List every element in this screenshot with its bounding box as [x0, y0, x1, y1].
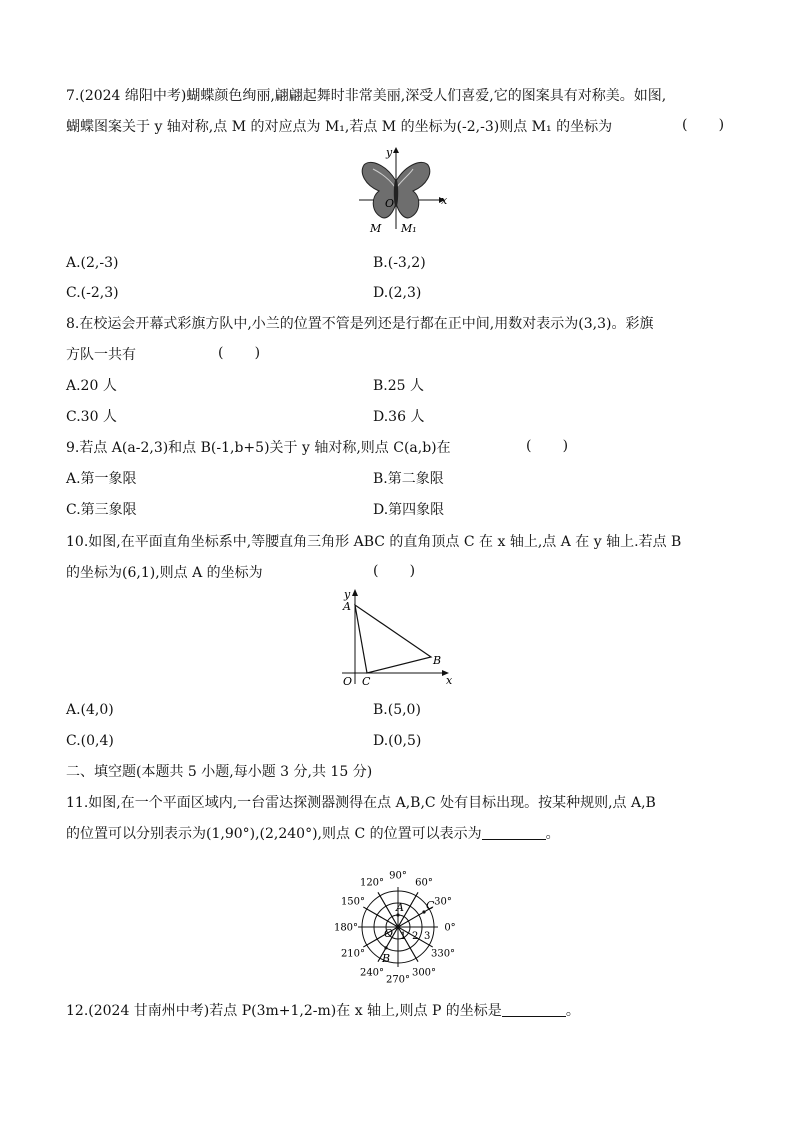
q9-text-line1: 9.若点 A(a-2,3)和点 B(-1,b+5)关于 y 轴对称,则点 C(a,b)在 [66, 440, 451, 456]
q10-fig-a-label: A [343, 600, 351, 613]
q11-text-line2 [66, 824, 560, 844]
q10-fig-y-label: y [344, 588, 351, 601]
q12-text-body: 12.(2024 甘南州中考)若点 P(3m+1,2-m)在 x 轴上,则点 P 的坐标是 [66, 1003, 502, 1019]
radar-origin-label: O [384, 927, 394, 940]
q8-option-b: B.25 人 [373, 378, 425, 394]
q10-text-line1: 10.如图,在平面直角坐标系中,等腰直角三角形 ABC 的直角顶点 C 在 x 轴上,点 A 在 y 轴上.若点 B [66, 534, 682, 550]
q7-fig-m-label: M [370, 222, 382, 235]
q11-text-line2-body: 的位置可以分别表示为(1,90°),(2,240°),则点 C 的位置可以表示为 [66, 826, 482, 842]
radar-point-a-label: A [396, 901, 404, 914]
q7-option-b: B.(-3,2) [373, 255, 426, 271]
q10-fig-origin-label: O [343, 675, 353, 688]
q8-option-c: C.30 人 [66, 409, 117, 425]
q11-answer-blank[interactable] [482, 825, 546, 840]
q10-option-d: D.(0,5) [373, 733, 422, 749]
q10-fig-b-label: B [433, 654, 442, 667]
q8-answer-paren: ( ) [218, 345, 261, 361]
radar-ring-3-label: 3 [424, 931, 431, 942]
q7-option-c: C.(-2,3) [66, 285, 119, 301]
q10-option-c: C.(0,4) [66, 733, 114, 749]
radar-point-b-label: B [382, 952, 391, 965]
q8-option-d: D.36 人 [373, 409, 425, 425]
radar-angle-label-240: 240° [359, 967, 385, 979]
radar-angle-label-270: 270° [385, 974, 411, 984]
radar-angle-label-30: 30° [434, 896, 452, 908]
q10-option-b: B.(5,0) [373, 702, 421, 718]
q12-answer-blank[interactable] [502, 1002, 566, 1017]
q10-fig-x-label: x [446, 674, 453, 687]
q7-fig-origin-label: O [385, 197, 395, 210]
q11-text-line2-end: 。 [545, 826, 560, 842]
q7-answer-paren: ( ) [682, 117, 725, 133]
radar-angle-label-150: 150° [340, 896, 366, 908]
radar-angle-label-180: 180° [333, 922, 359, 934]
section2-heading: 二、填空题(本题共 5 小题,每小题 3 分,共 15 分) [66, 764, 373, 780]
q8-text-line1: 8.在校运会开幕式彩旗方队中,小兰的位置不管是列还是行都在正中间,用数对表示为(3,3)。彩旗 [66, 316, 654, 332]
q7-fig-y-label: y [386, 146, 393, 159]
radar-angle-label-120: 120° [359, 877, 385, 889]
radar-angle-label-0: 0° [444, 922, 456, 934]
radar-angle-label-90: 90° [389, 870, 407, 882]
q8-option-a: A.20 人 [66, 378, 117, 394]
butterfly-figure [355, 145, 455, 237]
q7-fig-x-label: x [441, 194, 448, 207]
q7-text-line2: 蝴蝶图案关于 y 轴对称,点 M 的对应点为 M₁,若点 M 的坐标为(-2,-3)则点 M₁ 的坐标为 [66, 119, 613, 135]
q12-text-end: 。 [565, 1003, 580, 1019]
radar-point-b [384, 946, 387, 949]
q12-text-line1 [66, 1001, 580, 1021]
radar-angle-label-330: 330° [430, 948, 456, 960]
q8-text-line2: 方队一共有 [66, 347, 136, 363]
q9-answer-paren: ( ) [526, 438, 569, 454]
radar-point-c-label: C [426, 899, 435, 912]
q7-text-line1: 7.(2024 绵阳中考)蝴蝶颜色绚丽,翩翩起舞时非常美丽,深受人们喜爱,它的图案具有对称美。如图, [66, 88, 667, 104]
q10-fig-c-label: C [362, 675, 371, 688]
q10-answer-paren: ( ) [373, 563, 416, 579]
q7-option-d: D.(2,3) [373, 285, 422, 301]
q9-option-d: D.第四象限 [373, 502, 445, 518]
q9-option-b: B.第二象限 [373, 471, 444, 487]
triangle-coordinate-figure [336, 586, 460, 690]
q9-option-c: C.第三象限 [66, 502, 137, 518]
q10-option-a: A.(4,0) [66, 702, 114, 718]
radar-polar-figure [318, 852, 478, 984]
radar-ring-2-label: 2 [412, 931, 419, 942]
radar-ring-1-label: 1 [400, 931, 407, 942]
q9-option-a: A.第一象限 [66, 471, 137, 487]
q7-option-a: A.(2,-3) [66, 255, 119, 271]
radar-angle-label-60: 60° [415, 877, 433, 889]
q10-text-line2: 的坐标为(6,1),则点 A 的坐标为 [66, 565, 263, 581]
radar-angle-label-210: 210° [340, 948, 366, 960]
radar-angle-label-300: 300° [411, 967, 437, 979]
q11-text-line1: 11.如图,在一个平面区域内,一台雷达探测器测得在点 A,B,C 处有目标出现。按某种规则,点 A,B [66, 795, 656, 811]
q7-fig-m1-label: M₁ [401, 222, 417, 235]
